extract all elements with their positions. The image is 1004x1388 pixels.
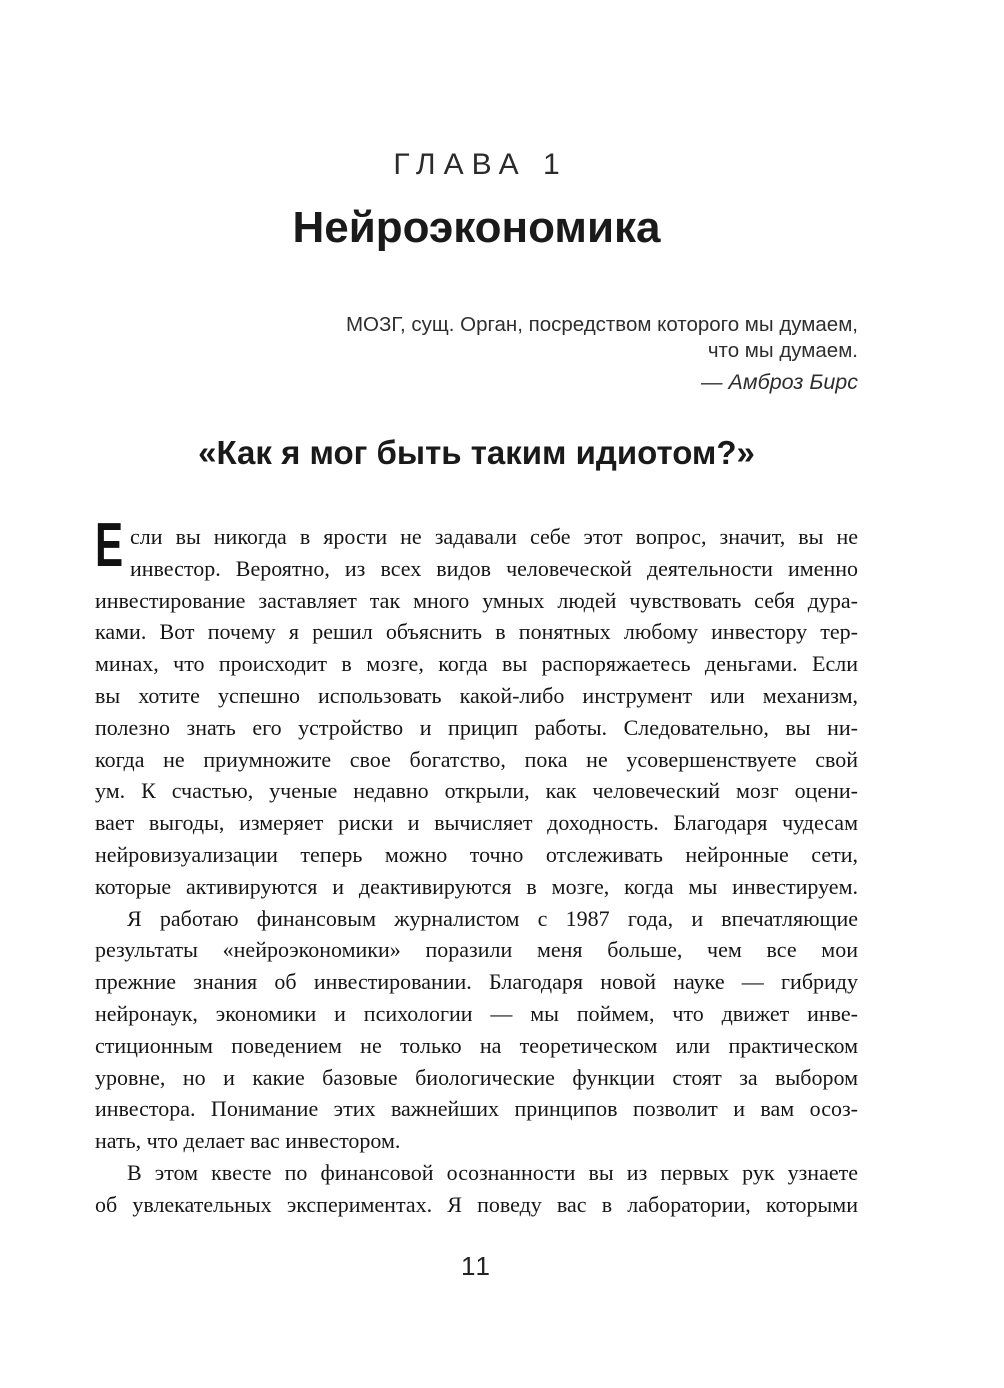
text-line: сли вы никогда в ярости не задавали себе этот вопрос, значит, вы не xyxy=(130,524,858,549)
text-line: минах, что происходит в мозге, когда вы распоряжаетесь деньгами. Если xyxy=(95,651,858,677)
text-line: ками. Вот почему я решил объяснить в понятных любому инвестору тер- xyxy=(95,619,858,645)
paragraph-1 xyxy=(95,511,858,903)
text-line: нейровизуализации теперь можно точно отслеживать нейронные сети, xyxy=(95,841,858,867)
body-text xyxy=(95,511,858,1221)
text-line: инвестора. Понимание этих важнейших принципов позволит и вам осоз- xyxy=(95,1096,858,1122)
text-line: когда не приумножите свое богатство, пока не усовершенствуете свой xyxy=(95,746,858,772)
text-line: уровне, но и какие базовые биологические функции стоят за выбором xyxy=(95,1064,858,1090)
epigraph-attribution: — Амброз Бирс xyxy=(701,370,858,394)
paragraph-3 xyxy=(95,1157,858,1221)
text-line: вает выгоды, измеряет риски и вычисляет доходность. Благодаря чудесам xyxy=(95,810,858,836)
text-line: результаты «нейроэкономики» поразили меня больше, чем все мои xyxy=(95,937,858,963)
text-line: нать, что делает вас инвестором. xyxy=(95,1128,401,1154)
text-line: Я работаю финансовым журналистом с 1987 года, и впечатляющие xyxy=(127,905,858,931)
text-line: В этом квесте по финансовой осознанности вы из первых рук узнаете xyxy=(127,1159,858,1185)
chapter-label: ГЛАВА 1 xyxy=(393,148,568,181)
text-line: вы хотите успешно использовать какой-либо инструмент или механизм, xyxy=(95,682,858,708)
text-line: нейронаук, экономики и психологии — мы поймем, что движет инве- xyxy=(95,1000,858,1026)
epigraph-line: МОЗГ, сущ. Орган, посредством которого мы думаем, xyxy=(345,313,858,336)
section-heading: «Как я мог быть таким идиотом?» xyxy=(198,434,755,471)
text-line: которые активируются и деактивируются в мозге, когда мы инвестируем. xyxy=(95,873,858,899)
text-line: стиционным поведением не только на теоретическом или практическом xyxy=(95,1032,858,1058)
text-line: ум. К счастью, ученые недавно открыли, как человеческий мозг оцени- xyxy=(95,778,858,804)
text-line: инвестирование заставляет так много умных людей чувствовать себя дура- xyxy=(95,587,858,613)
epigraph-line: что мы думаем. xyxy=(707,339,858,362)
text-line: инвестор. Вероятно, из всех видов человеческой деятельности именно xyxy=(130,555,858,581)
paragraph-2 xyxy=(95,903,858,1157)
epigraph xyxy=(95,312,858,395)
page-number: 11 xyxy=(461,1251,492,1281)
dropcap-letter: Е xyxy=(95,511,124,580)
text-line: об увлекательных экспериментах. Я поведу вас в лаборатории, которыми xyxy=(95,1191,858,1217)
text-line: прежние знания об инвестировании. Благодаря новой науке — гибриду xyxy=(95,969,858,995)
page-content xyxy=(95,0,858,1221)
text-line: полезно знать его устройство и прицип работы. Следовательно, вы ни- xyxy=(95,714,858,740)
chapter-title: Нейроэкономика xyxy=(292,203,661,252)
